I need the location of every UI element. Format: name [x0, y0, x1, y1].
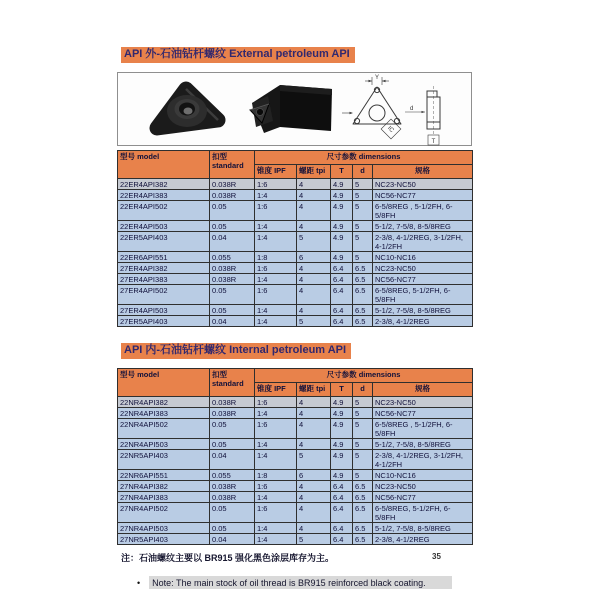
- table-cell: NC10-NC16: [373, 470, 473, 481]
- table-cell: 6.5: [353, 523, 373, 534]
- table-cell: 6-5/8REG , 5-1/2FH, 6-5/8FH: [373, 201, 473, 221]
- table-cell: 4.9: [331, 470, 353, 481]
- table-cell: 0.05: [210, 305, 255, 316]
- table-cell: 5-1/2, 7-5/8, 8-5/8REG: [373, 305, 473, 316]
- table-cell: 22NR4API503: [118, 439, 210, 450]
- table-cell: 5-1/2, 7-5/8, 8-5/8REG: [373, 439, 473, 450]
- table-cell: 4: [297, 492, 331, 503]
- table-cell: 6.5: [353, 534, 373, 545]
- table-row: [118, 252, 473, 263]
- table-cell: 6.4: [331, 305, 353, 316]
- col-header-standard-cn: 扣型: [212, 369, 227, 379]
- table-row: [118, 232, 473, 252]
- table-cell: 6-5/8REG, 5-1/2FH, 6-5/8FH: [373, 285, 473, 305]
- col-header-d: d: [353, 165, 373, 179]
- table-cell: 0.05: [210, 285, 255, 305]
- table-cell: 22ER4API383: [118, 190, 210, 201]
- col-header-spec: 规格: [373, 383, 473, 397]
- table-cell: 1:6: [255, 503, 297, 523]
- table-cell: 0.05: [210, 419, 255, 439]
- table-cell: 5: [353, 470, 373, 481]
- table-cell: 2-3/8, 4-1/2REG: [373, 534, 473, 545]
- table-cell: 27ER4API503: [118, 305, 210, 316]
- col-header-taper: 锥度 IPF: [255, 383, 297, 397]
- table-cell: 2-3/8, 4-1/2REG, 3-1/2FH, 4-1/2FH: [373, 232, 473, 252]
- table-cell: 0.038R: [210, 190, 255, 201]
- table-cell: 27NR4API382: [118, 481, 210, 492]
- table-cell: 0.055: [210, 470, 255, 481]
- table-cell: 0.055: [210, 252, 255, 263]
- col-header-standard: [210, 369, 255, 397]
- table-cell: 0.05: [210, 221, 255, 232]
- col-header-d: d: [353, 383, 373, 397]
- table-cell: 0.038R: [210, 481, 255, 492]
- table-cell: 27ER4API382: [118, 263, 210, 274]
- table-cell: 1:4: [255, 305, 297, 316]
- table-cell: 6.4: [331, 274, 353, 285]
- table-row: [118, 397, 473, 408]
- note-english: Note: The main stock of oil thread is BR915 reinforced black coating.: [149, 576, 451, 589]
- table-cell: 4: [297, 263, 331, 274]
- table-cell: 4: [297, 190, 331, 201]
- table-cell: 4: [297, 439, 331, 450]
- table-cell: 22NR5API403: [118, 450, 210, 470]
- table-cell: 1:4: [255, 523, 297, 534]
- table-cell: 6.5: [353, 481, 373, 492]
- table-cell: 6.4: [331, 503, 353, 523]
- table-cell: 1:6: [255, 201, 297, 221]
- table-cell: 6.5: [353, 503, 373, 523]
- table-cell: 0.04: [210, 534, 255, 545]
- table-cell: 6.4: [331, 492, 353, 503]
- table-cell: 5: [353, 232, 373, 252]
- table-cell: 4: [297, 503, 331, 523]
- table-cell: 6.4: [331, 285, 353, 305]
- product-image-panel: [117, 72, 472, 146]
- tool-holder-image: [242, 76, 337, 142]
- table-row: [118, 408, 473, 419]
- table-row: [118, 492, 473, 503]
- d-dimension-label: d: [410, 106, 414, 112]
- table-cell: 4.9: [331, 252, 353, 263]
- table-cell: 1:6: [255, 179, 297, 190]
- page-number: 35: [432, 552, 441, 561]
- table-cell: 22NR4API502: [118, 419, 210, 439]
- table-cell: 0.05: [210, 439, 255, 450]
- table-row: [118, 534, 473, 545]
- internal-api-table: [117, 368, 473, 545]
- threading-insert-image: [134, 76, 239, 142]
- table-cell: 5: [297, 534, 331, 545]
- col-header-model: 型号 model: [118, 151, 210, 179]
- table-cell: 0.05: [210, 201, 255, 221]
- table-cell: NC23-NC50: [373, 481, 473, 492]
- table-cell: 1:4: [255, 534, 297, 545]
- table-cell: 6.5: [353, 274, 373, 285]
- table-cell: 6-5/8REG , 5-1/2FH, 6-5/8FH: [373, 419, 473, 439]
- table-cell: 5: [353, 201, 373, 221]
- table-row: [118, 450, 473, 470]
- note-chinese: 注：石油螺纹主要以 BR915 强化黑色涂层库存为主。: [121, 553, 335, 563]
- table-cell: 4.9: [331, 408, 353, 419]
- internal-section-title: API 内-石油钻杆螺纹 Internal petroleum API: [121, 343, 351, 359]
- table-row: [118, 419, 473, 439]
- table-cell: 5: [353, 439, 373, 450]
- table-row: [118, 470, 473, 481]
- insert-dimension-drawing: [339, 72, 461, 146]
- table-cell: 1:4: [255, 316, 297, 327]
- bullet-icon: •: [137, 577, 141, 588]
- table-cell: 1:4: [255, 190, 297, 201]
- table-cell: 4: [297, 274, 331, 285]
- table-row: [118, 263, 473, 274]
- col-header-model: 型号 model: [118, 369, 210, 397]
- table-cell: 5: [297, 450, 331, 470]
- col-header-t: T: [331, 165, 353, 179]
- table-cell: 27NR5API403: [118, 534, 210, 545]
- table-cell: 6.4: [331, 534, 353, 545]
- table-cell: 6.4: [331, 316, 353, 327]
- table-cell: 6.5: [353, 316, 373, 327]
- table-cell: 2-3/8, 4-1/2REG, 3-1/2FH, 4-1/2FH: [373, 450, 473, 470]
- table-cell: 22ER4API382: [118, 179, 210, 190]
- table-cell: 4: [297, 201, 331, 221]
- table-cell: 4.9: [331, 450, 353, 470]
- table-cell: 1:4: [255, 450, 297, 470]
- table-cell: 6.4: [331, 481, 353, 492]
- col-header-standard-en: standard: [212, 378, 244, 388]
- table-cell: 1:6: [255, 419, 297, 439]
- table-cell: 4.9: [331, 232, 353, 252]
- table-cell: 1:4: [255, 408, 297, 419]
- table-cell: 0.038R: [210, 179, 255, 190]
- col-header-standard-cn: 扣型: [212, 151, 227, 161]
- table-cell: 5: [297, 316, 331, 327]
- table-cell: 22NR4API383: [118, 408, 210, 419]
- table-row: [118, 305, 473, 316]
- col-header-t: T: [331, 383, 353, 397]
- table-row: [118, 221, 473, 232]
- table-cell: NC56-NC77: [373, 492, 473, 503]
- table-cell: 6.5: [353, 492, 373, 503]
- table-cell: 1:8: [255, 252, 297, 263]
- table-cell: 4.9: [331, 201, 353, 221]
- table-cell: 5: [353, 419, 373, 439]
- table-cell: 6.4: [331, 263, 353, 274]
- table-cell: 6: [297, 252, 331, 263]
- table-cell: 5: [353, 450, 373, 470]
- table-cell: 4: [297, 419, 331, 439]
- table-cell: 4: [297, 305, 331, 316]
- table-cell: NC56-NC77: [373, 190, 473, 201]
- table-cell: 5-1/2, 7-5/8, 8-5/8REG: [373, 221, 473, 232]
- table-row: [118, 201, 473, 221]
- external-section-title: API 外-石油钻杆螺纹 External petroleum API: [121, 47, 355, 63]
- table-cell: 1:8: [255, 470, 297, 481]
- y-dimension-label: Y: [375, 75, 380, 81]
- table-cell: 4: [297, 408, 331, 419]
- table-cell: 22ER6API551: [118, 252, 210, 263]
- table-row: [118, 481, 473, 492]
- table-row: [118, 503, 473, 523]
- table-cell: NC56-NC77: [373, 274, 473, 285]
- col-header-standard: [210, 151, 255, 179]
- table-cell: 4: [297, 481, 331, 492]
- table-cell: 1:4: [255, 221, 297, 232]
- col-header-spec: 规格: [373, 165, 473, 179]
- table-row: [118, 316, 473, 327]
- table-cell: 2-3/8, 4-1/2REG: [373, 316, 473, 327]
- col-header-dimensions: 尺寸参数 dimensions: [255, 151, 473, 165]
- table-row: [118, 285, 473, 305]
- table-cell: 4.9: [331, 190, 353, 201]
- col-header-dimensions: 尺寸参数 dimensions: [255, 369, 473, 383]
- t-dimension-label: T: [431, 139, 436, 145]
- note-english-row: [137, 576, 474, 589]
- table-cell: 4.9: [331, 179, 353, 190]
- table-cell: 22ER4API502: [118, 201, 210, 221]
- table-cell: 4.9: [331, 397, 353, 408]
- table-cell: 5-1/2, 7-5/8, 8-5/8REG: [373, 523, 473, 534]
- table-cell: 5: [353, 221, 373, 232]
- col-header-standard-en: standard: [212, 160, 244, 170]
- table-cell: 0.04: [210, 232, 255, 252]
- table-cell: 27NR4API502: [118, 503, 210, 523]
- col-header-pitch: 螺距 tpi: [297, 383, 331, 397]
- table-cell: 27NR4API383: [118, 492, 210, 503]
- table-cell: 0.038R: [210, 263, 255, 274]
- table-cell: 6-5/8REG, 5-1/2FH, 6-5/8FH: [373, 503, 473, 523]
- table-cell: 5: [297, 232, 331, 252]
- table-cell: 4: [297, 179, 331, 190]
- table-cell: 1:6: [255, 285, 297, 305]
- table-cell: 4.9: [331, 221, 353, 232]
- table-cell: 0.038R: [210, 408, 255, 419]
- table-cell: 1:4: [255, 492, 297, 503]
- table-cell: 1:4: [255, 439, 297, 450]
- table-cell: 6.5: [353, 263, 373, 274]
- table-row: [118, 274, 473, 285]
- table-cell: 27ER5API403: [118, 316, 210, 327]
- table-cell: 0.05: [210, 503, 255, 523]
- table-cell: 27ER4API502: [118, 285, 210, 305]
- ic-dimension-label: IC: [386, 125, 395, 134]
- table-row: [118, 179, 473, 190]
- table-cell: 22NR4API382: [118, 397, 210, 408]
- table-cell: 27NR4API503: [118, 523, 210, 534]
- table-cell: 6.5: [353, 305, 373, 316]
- table-cell: 22ER4API503: [118, 221, 210, 232]
- table-cell: 5: [353, 408, 373, 419]
- table-cell: 1:4: [255, 274, 297, 285]
- table-cell: 4.9: [331, 419, 353, 439]
- table-cell: 6: [297, 470, 331, 481]
- table-cell: 4: [297, 221, 331, 232]
- table-cell: 4.9: [331, 439, 353, 450]
- table-cell: 22ER5API403: [118, 232, 210, 252]
- table-row: [118, 190, 473, 201]
- table-cell: 0.038R: [210, 397, 255, 408]
- table-cell: 22NR6API551: [118, 470, 210, 481]
- table-cell: NC23-NC50: [373, 179, 473, 190]
- table-cell: 1:6: [255, 397, 297, 408]
- table-cell: 27ER4API383: [118, 274, 210, 285]
- table-row: [118, 523, 473, 534]
- table-cell: 6.5: [353, 285, 373, 305]
- table-cell: NC23-NC50: [373, 263, 473, 274]
- col-header-taper: 锥度 IPF: [255, 165, 297, 179]
- table-cell: NC56-NC77: [373, 408, 473, 419]
- table-cell: NC23-NC50: [373, 397, 473, 408]
- table-cell: 4: [297, 523, 331, 534]
- table-cell: 0.04: [210, 450, 255, 470]
- page-content: [117, 44, 474, 589]
- table-cell: 1:6: [255, 263, 297, 274]
- col-header-pitch: 螺距 tpi: [297, 165, 331, 179]
- table-cell: 5: [353, 190, 373, 201]
- table-cell: 0.05: [210, 523, 255, 534]
- table-cell: 5: [353, 179, 373, 190]
- table-cell: 1:4: [255, 232, 297, 252]
- table-cell: 5: [353, 397, 373, 408]
- table-cell: 4: [297, 285, 331, 305]
- table-cell: 0.04: [210, 316, 255, 327]
- table-row: [118, 439, 473, 450]
- external-api-table: [117, 150, 473, 327]
- table-cell: 0.038R: [210, 492, 255, 503]
- table-cell: 1:6: [255, 481, 297, 492]
- table-cell: 5: [353, 252, 373, 263]
- table-cell: 0.038R: [210, 274, 255, 285]
- table-cell: 4: [297, 397, 331, 408]
- table-cell: 6.4: [331, 523, 353, 534]
- table-cell: NC10-NC16: [373, 252, 473, 263]
